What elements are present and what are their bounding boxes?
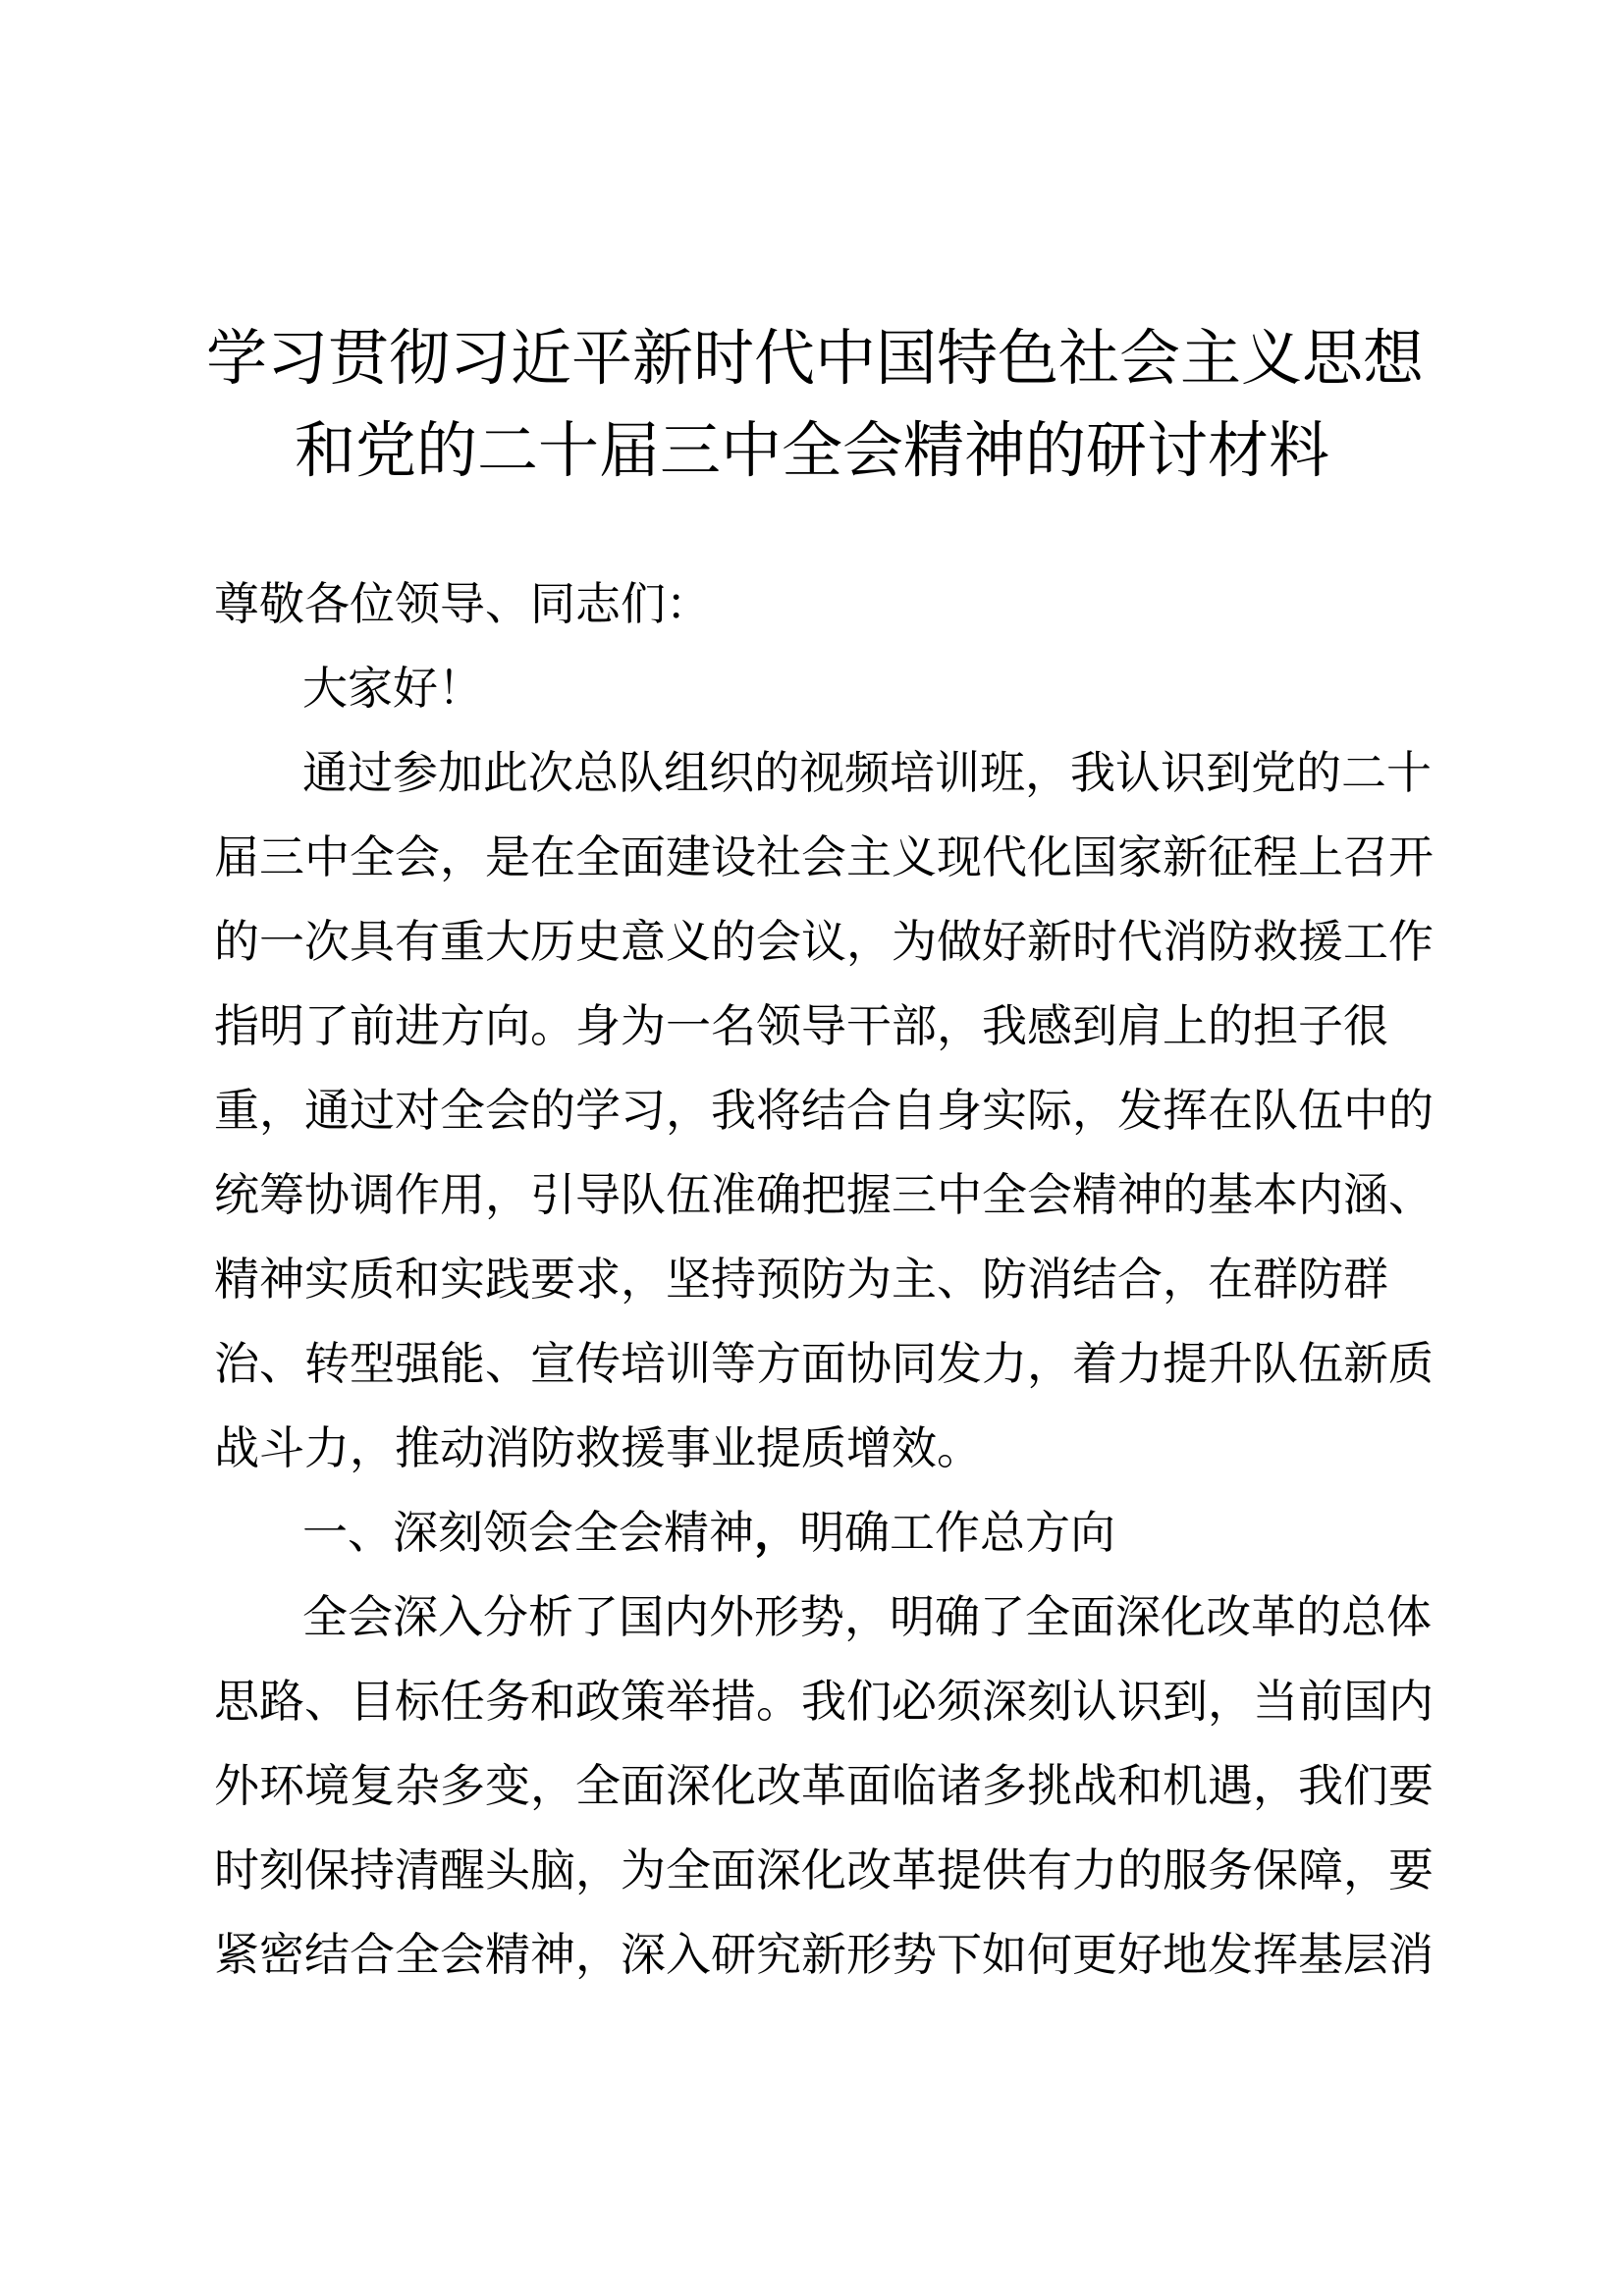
paragraph1-line-1: 通过参加此次总队组织的视频培训班，我认识到党的二十 [302, 746, 1432, 799]
paragraph1-line-3: 的一次具有重大历史意义的会议，为做好新时代消防救援工作 [214, 915, 1434, 968]
paragraph1-line-7: 精神实质和实践要求，坚持预防为主、防消结合，在群防群 [214, 1253, 1388, 1306]
section1-heading-part2: 明确工作总方向 [799, 1506, 1115, 1559]
section1-heading-separator: ， [754, 1506, 799, 1559]
paragraph1-line-4: 指明了前进方向。身为一名领导干部，我感到肩上的担子很 [214, 999, 1388, 1052]
paragraph2-line-4: 时刻保持清醒头脑，为全面深化改革提供有力的服务保障，要 [214, 1843, 1434, 1896]
title-line-2: 和党的二十届三中全会精神的研讨材料 [294, 414, 1329, 486]
paragraph1-line-9: 战斗力，推动消防救援事业提质增效。 [214, 1421, 982, 1474]
greeting: 大家好！ [302, 662, 483, 715]
paragraph1-line-8: 治、转型强能、宣传培训等方面协同发力，着力提升队伍新质 [214, 1337, 1434, 1390]
paragraph1-line-2: 届三中全会，是在全面建设社会主义现代化国家新征程上召开 [214, 830, 1434, 883]
paragraph2-line-2: 思路、目标任务和政策举措。我们必须深刻认识到，当前国内 [214, 1675, 1434, 1728]
paragraph1-line-5: 重，通过对全会的学习，我将结合自身实际，发挥在队伍中的 [214, 1084, 1434, 1137]
title-line-1: 学习贯彻习近平新时代中国特色社会主义思想 [206, 322, 1425, 394]
section1-heading [302, 1503, 1115, 1562]
paragraph2-line-3: 外环境复杂多变，全面深化改革面临诸多挑战和机遇，我们要 [214, 1759, 1434, 1812]
paragraph1-line-6: 统筹协调作用，引导队伍准确把握三中全会精神的基本内涵、 [214, 1168, 1434, 1221]
section1-heading-part1: 一、深刻领会全会精神 [302, 1506, 754, 1559]
paragraph2-line-1: 全会深入分析了国内外形势，明确了全面深化改革的总体 [302, 1590, 1432, 1643]
salutation: 尊敬各位领导、同志们： [214, 577, 711, 630]
document-title [206, 312, 1425, 497]
paragraph2-line-5: 紧密结合全会精神，深入研究新形势下如何更好地发挥基层消 [214, 1928, 1434, 1981]
